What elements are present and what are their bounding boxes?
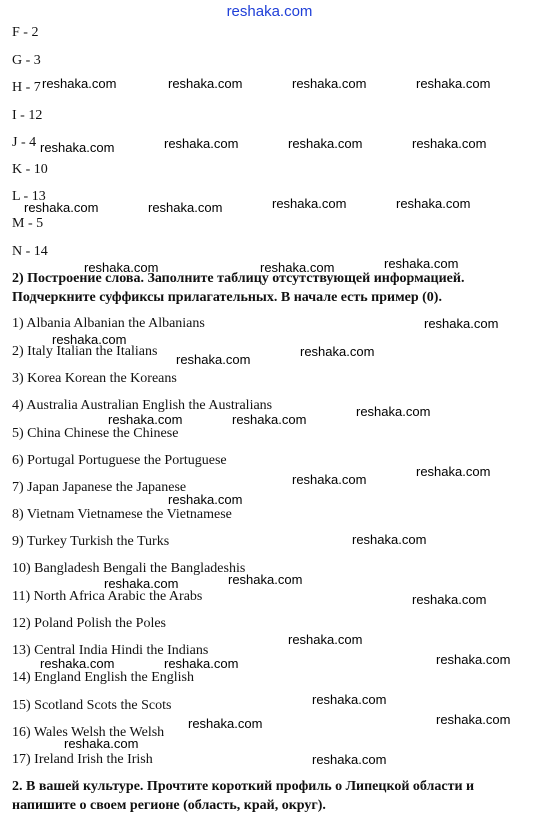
section-heading: напишите о своем регионе (область, край, округ). [12, 798, 326, 813]
watermark: reshaka.com [412, 136, 487, 151]
watermark: reshaka.com [168, 492, 243, 507]
list-item: 4) Australia Australian English the Australians [12, 398, 273, 413]
watermark: reshaka.com [164, 656, 239, 671]
watermark: reshaka.com [356, 404, 431, 419]
watermark: reshaka.com [40, 140, 115, 155]
answer-line: J - 4 [12, 135, 37, 150]
list-item: 10) Bangladesh Bengali the Bangladeshis [12, 561, 246, 576]
watermark: reshaka.com [312, 692, 387, 707]
answer-line: I - 12 [12, 108, 43, 123]
answer-line: L - 13 [12, 189, 46, 204]
watermark: reshaka.com [84, 260, 159, 275]
watermark: reshaka.com [148, 200, 223, 215]
watermark: reshaka.com [292, 76, 367, 91]
watermark: reshaka.com [288, 632, 363, 647]
watermark: reshaka.com [416, 464, 491, 479]
answer-line: F - 2 [12, 25, 39, 40]
list-item: 1) Albania Albanian the Albanians [12, 316, 205, 331]
watermark: reshaka.com [42, 76, 117, 91]
watermark: reshaka.com [396, 196, 471, 211]
list-item: 8) Vietnam Vietnamese the Vietnamese [12, 507, 232, 522]
list-item: 14) England English the English [12, 670, 194, 685]
answer-line: G - 3 [12, 53, 41, 68]
list-item: 6) Portugal Portuguese the Portuguese [12, 453, 227, 468]
list-item: 3) Korea Korean the Koreans [12, 371, 177, 386]
watermark: reshaka.com [352, 532, 427, 547]
answer-line: H - 7 [12, 80, 41, 95]
watermark: reshaka.com [40, 656, 115, 671]
watermark: reshaka.com [436, 652, 511, 667]
list-item: 5) China Chinese the Chinese [12, 426, 179, 441]
list-item: 17) Ireland Irish the Irish [12, 752, 153, 767]
list-item: 2) Italy Italian the Italians [12, 344, 158, 359]
watermark: reshaka.com [188, 716, 263, 731]
watermark: reshaka.com [300, 344, 375, 359]
watermark: reshaka.com [384, 256, 459, 271]
list-item: 13) Central India Hindi the Indians [12, 643, 209, 658]
watermark: reshaka.com [24, 200, 99, 215]
watermark: reshaka.com [64, 736, 139, 751]
list-item: 12) Poland Polish the Poles [12, 616, 167, 631]
watermark: reshaka.com [424, 316, 499, 331]
watermark: reshaka.com [232, 412, 307, 427]
watermark: reshaka.com [52, 332, 127, 347]
list-item: 15) Scotland Scots the Scots [12, 698, 172, 713]
section-heading: 2. В вашей культуре. Прочтите короткий профиль о Липецкой области и [12, 779, 475, 794]
answer-line: N - 14 [12, 244, 48, 259]
watermark: reshaka.com [108, 412, 183, 427]
list-item: 9) Turkey Turkish the Turks [12, 534, 170, 549]
list-item: 7) Japan Japanese the Japanese [12, 480, 187, 495]
watermark: reshaka.com [272, 196, 347, 211]
answer-line: M - 5 [12, 216, 44, 231]
list-item: 11) North Africa Arabic the Arabs [12, 589, 203, 604]
watermark: reshaka.com [416, 76, 491, 91]
watermark: reshaka.com [168, 76, 243, 91]
watermark: reshaka.com [104, 576, 179, 591]
section-heading: Подчеркните суффиксы прилагательных. В начале есть пример (0). [12, 290, 442, 305]
site-header-watermark: reshaka.com [226, 3, 313, 20]
watermark: reshaka.com [260, 260, 335, 275]
watermark: reshaka.com [412, 592, 487, 607]
watermark: reshaka.com [436, 712, 511, 727]
watermark: reshaka.com [292, 472, 367, 487]
watermark: reshaka.com [228, 572, 303, 587]
watermark: reshaka.com [164, 136, 239, 151]
watermark: reshaka.com [312, 752, 387, 767]
watermark: reshaka.com [288, 136, 363, 151]
watermark: reshaka.com [176, 352, 251, 367]
answer-line: K - 10 [12, 162, 48, 177]
list-item: 16) Wales Welsh the Welsh [12, 725, 165, 740]
section-heading: 2) Построение слова. Заполните таблицу отсутствующей информацией. [12, 271, 465, 286]
